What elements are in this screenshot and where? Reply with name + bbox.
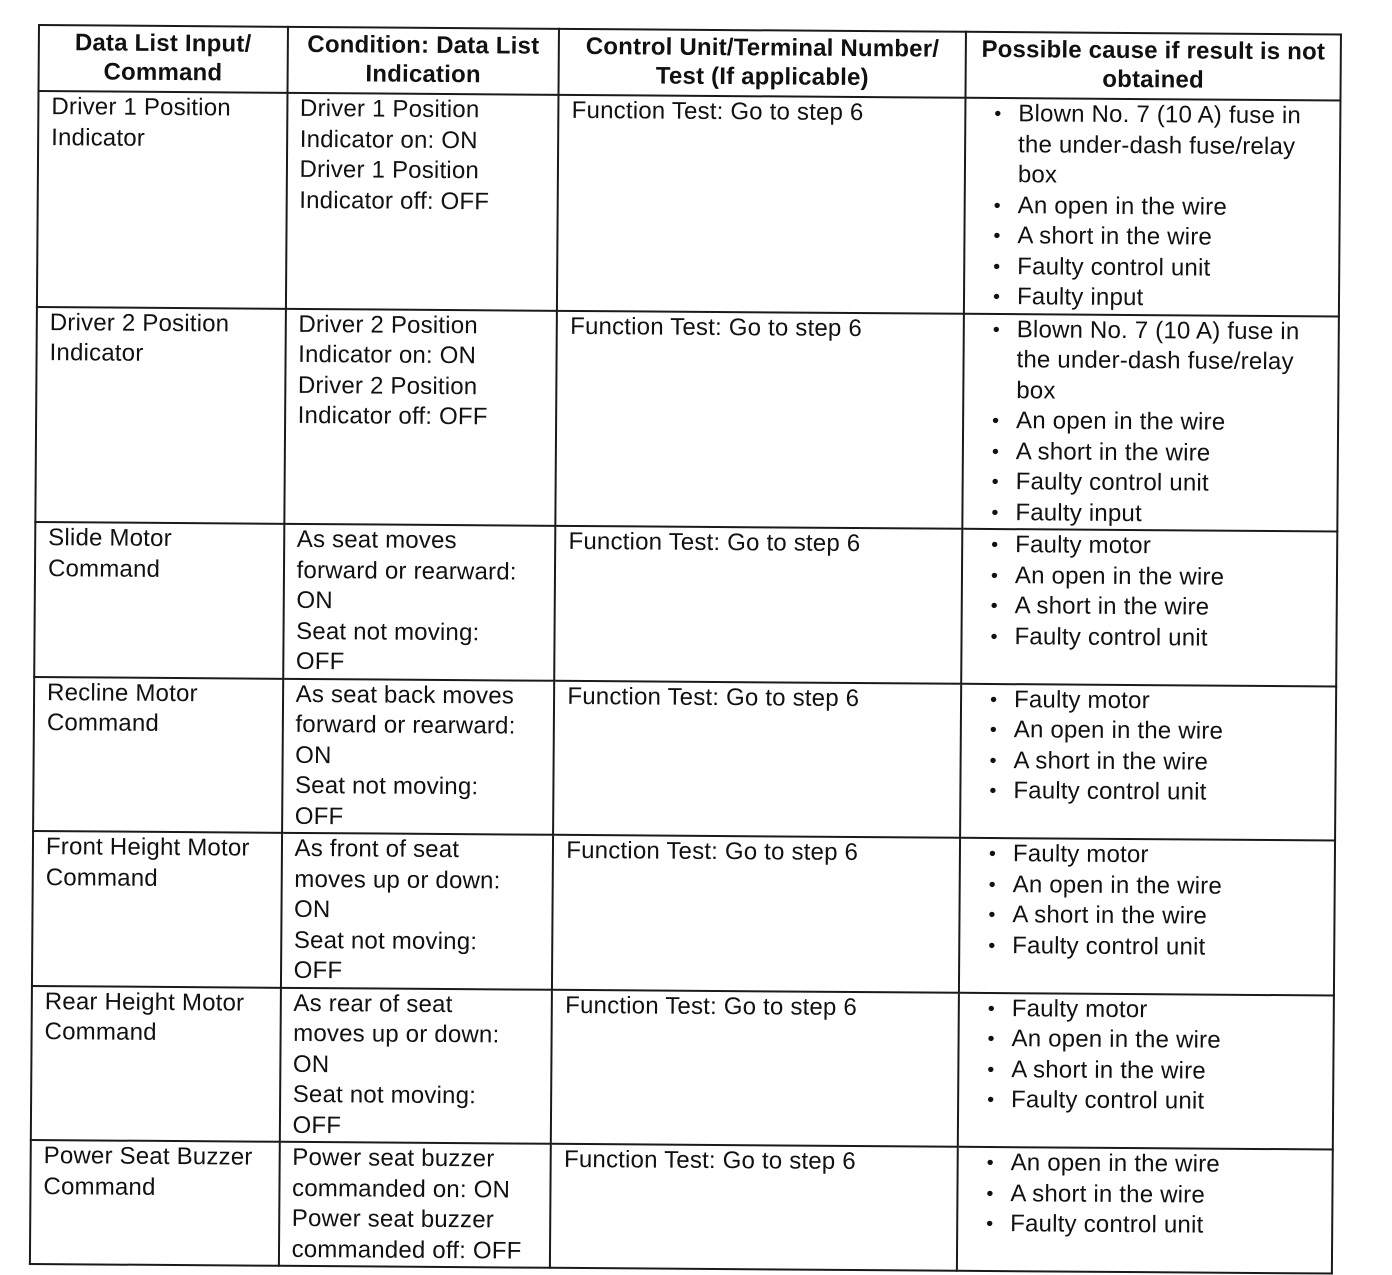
- condition-line: As rear of seat: [293, 989, 453, 1018]
- header-condition: [287, 27, 559, 95]
- input-label: Driver 1 Position Indicator: [51, 93, 231, 152]
- condition-line: forward or rearward:: [295, 710, 516, 740]
- condition-line: ON: [294, 895, 331, 924]
- cell-causes: [959, 838, 1335, 995]
- condition-line: OFF: [294, 802, 344, 830]
- test-text: Function Test: Go to step 6: [565, 991, 858, 1021]
- cause-item: • Faulty input: [991, 282, 1330, 315]
- cell-test: [557, 95, 965, 313]
- condition-line: Driver 2 Position: [298, 310, 478, 339]
- input-label: Front Height Motor Command: [45, 833, 250, 892]
- condition-line: Driver 1 Position: [299, 94, 480, 124]
- table-row: [31, 985, 1334, 1149]
- header-label: Control Unit/Terminal Number/ Test (If applicable): [585, 33, 940, 92]
- cause-item: • An open in the wire: [987, 869, 1326, 902]
- condition-line: Driver 2 Position: [297, 371, 478, 400]
- cell-input: [34, 522, 284, 678]
- cause-item: • Faulty control unit: [986, 930, 1325, 963]
- cause-item: • An open in the wire: [992, 190, 1331, 223]
- condition-line: ON: [292, 1050, 330, 1078]
- condition-line: Indicator off: OFF: [299, 186, 490, 215]
- condition-line: Seat not moving:: [293, 926, 478, 955]
- table-row: [37, 91, 1341, 316]
- cell-causes: [961, 529, 1337, 686]
- condition-line: commanded off: OFF: [291, 1235, 522, 1265]
- cell-condition: [278, 1142, 551, 1268]
- cause-item: • A short in the wire: [984, 1178, 1323, 1211]
- condition-line: As seat moves: [296, 525, 457, 555]
- input-label: Driver 2 Position Indicator: [49, 308, 230, 367]
- condition-line: OFF: [293, 956, 343, 985]
- cause-item: • An open in the wire: [990, 406, 1329, 439]
- header-data-list-input: [39, 25, 288, 93]
- cell-test: [552, 835, 960, 992]
- header-possible-cause: [965, 32, 1341, 101]
- cause-list: [973, 684, 1327, 809]
- condition-line: forward or rearward:: [296, 556, 517, 586]
- input-label: Slide Motor Command: [47, 524, 172, 583]
- cause-item: • Blown No. 7 (10 A) fuse in the under-dash fuse/relay box: [990, 314, 1330, 408]
- test-text: Function Test: Go to step 6: [571, 96, 864, 127]
- table-row: [30, 1140, 1333, 1274]
- table-row: [35, 306, 1339, 531]
- table-row: [33, 676, 1336, 840]
- cell-test: [556, 310, 964, 528]
- cause-item: • A short in the wire: [991, 221, 1330, 254]
- input-label: Power Seat Buzzer Command: [43, 1142, 253, 1201]
- test-text: Function Test: Go to step 6: [570, 312, 863, 342]
- cell-causes: [962, 313, 1339, 531]
- cause-item: • An open in the wire: [989, 560, 1328, 593]
- cell-condition: [283, 524, 556, 680]
- cell-causes: [960, 683, 1336, 840]
- cause-item: • Faulty motor: [989, 530, 1328, 563]
- condition-line: Indicator on: ON: [299, 125, 478, 154]
- condition-line: Seat not moving:: [294, 771, 479, 801]
- cause-item: • Faulty control unit: [990, 467, 1329, 500]
- cause-item: • A short in the wire: [989, 591, 1328, 624]
- cause-item: • Faulty control unit: [987, 776, 1326, 809]
- test-text: Function Test: Go to step 6: [568, 527, 861, 558]
- condition-line: Indicator on: ON: [298, 340, 477, 370]
- cell-input: [33, 676, 283, 832]
- condition-line: commanded on: ON: [291, 1174, 511, 1203]
- condition-line: ON: [295, 741, 332, 769]
- cause-list: [977, 99, 1332, 315]
- condition-line: Power seat buzzer: [292, 1143, 495, 1173]
- cause-item: • Faulty motor: [988, 684, 1327, 717]
- document-page: [29, 24, 1342, 1275]
- cell-test: [551, 989, 959, 1146]
- table-header-row: [39, 25, 1341, 101]
- cell-condition: [282, 678, 555, 834]
- cause-item: • Faulty control unit: [985, 1085, 1324, 1118]
- test-text: Function Test: Go to step 6: [563, 1145, 856, 1176]
- cell-causes: [964, 98, 1341, 316]
- cell-condition: [281, 833, 554, 989]
- condition-line: As front of seat: [294, 834, 460, 864]
- cause-item: • An open in the wire: [988, 715, 1327, 748]
- cause-item: • A short in the wire: [986, 900, 1325, 933]
- cause-item: • An open in the wire: [985, 1024, 1324, 1057]
- table-row: [34, 522, 1337, 686]
- condition-line: moves up or down:: [294, 865, 501, 894]
- header-control-unit: [559, 29, 966, 98]
- cell-input: [31, 985, 281, 1141]
- cause-list: [971, 993, 1325, 1118]
- cause-item: • Faulty input: [989, 497, 1328, 530]
- condition-line: OFF: [292, 1111, 342, 1139]
- cell-test: [550, 1144, 958, 1271]
- table-row: [32, 831, 1335, 995]
- condition-line: Driver 1 Position: [299, 155, 480, 185]
- condition-line: OFF: [295, 647, 345, 676]
- cause-list: [972, 839, 1326, 964]
- condition-line: ON: [296, 586, 333, 615]
- troubleshooting-table: [29, 24, 1342, 1275]
- cell-causes: [957, 1147, 1333, 1274]
- condition-line: Seat not moving:: [292, 1080, 477, 1110]
- cell-test: [555, 526, 963, 683]
- cell-input: [37, 91, 287, 308]
- cell-input: [30, 1140, 279, 1266]
- cause-item: • A short in the wire: [987, 745, 1326, 778]
- condition-line: As seat back moves: [295, 680, 515, 710]
- condition-line: Power seat buzzer: [291, 1204, 495, 1234]
- cause-item: • Faulty control unit: [984, 1209, 1323, 1242]
- test-text: Function Test: Go to step 6: [567, 682, 860, 712]
- cause-item: • An open in the wire: [985, 1148, 1324, 1181]
- condition-line: Seat not moving:: [296, 617, 480, 646]
- header-label: Possible cause if result is not obtained: [981, 35, 1326, 94]
- cause-item: • Faulty control unit: [988, 621, 1327, 654]
- cause-list: [970, 1148, 1324, 1242]
- header-label: Data List Input/ Command: [74, 29, 252, 87]
- cause-item: • Faulty control unit: [991, 251, 1330, 284]
- condition-line: moves up or down:: [293, 1019, 500, 1049]
- cause-list: [975, 314, 1330, 530]
- header-label: Condition: Data List Indication: [307, 30, 540, 89]
- input-label: Recline Motor Command: [46, 678, 198, 737]
- cell-condition: [284, 308, 557, 525]
- condition-line: Indicator off: OFF: [297, 401, 488, 431]
- input-label: Rear Height Motor Command: [44, 987, 245, 1046]
- cause-item: • A short in the wire: [985, 1054, 1324, 1087]
- test-text: Function Test: Go to step 6: [566, 836, 859, 867]
- cause-item: • Faulty motor: [987, 839, 1326, 872]
- cell-causes: [958, 992, 1334, 1149]
- cell-input: [35, 306, 285, 523]
- cause-item: • Blown No. 7 (10 A) fuse in the under-dash fuse/relay box: [992, 99, 1332, 193]
- cell-test: [553, 680, 961, 837]
- cell-condition: [279, 987, 552, 1143]
- cause-item: • A short in the wire: [990, 436, 1329, 469]
- cell-input: [32, 831, 282, 987]
- cell-condition: [286, 93, 559, 310]
- cause-item: • Faulty motor: [986, 993, 1325, 1026]
- cause-list: [974, 530, 1328, 655]
